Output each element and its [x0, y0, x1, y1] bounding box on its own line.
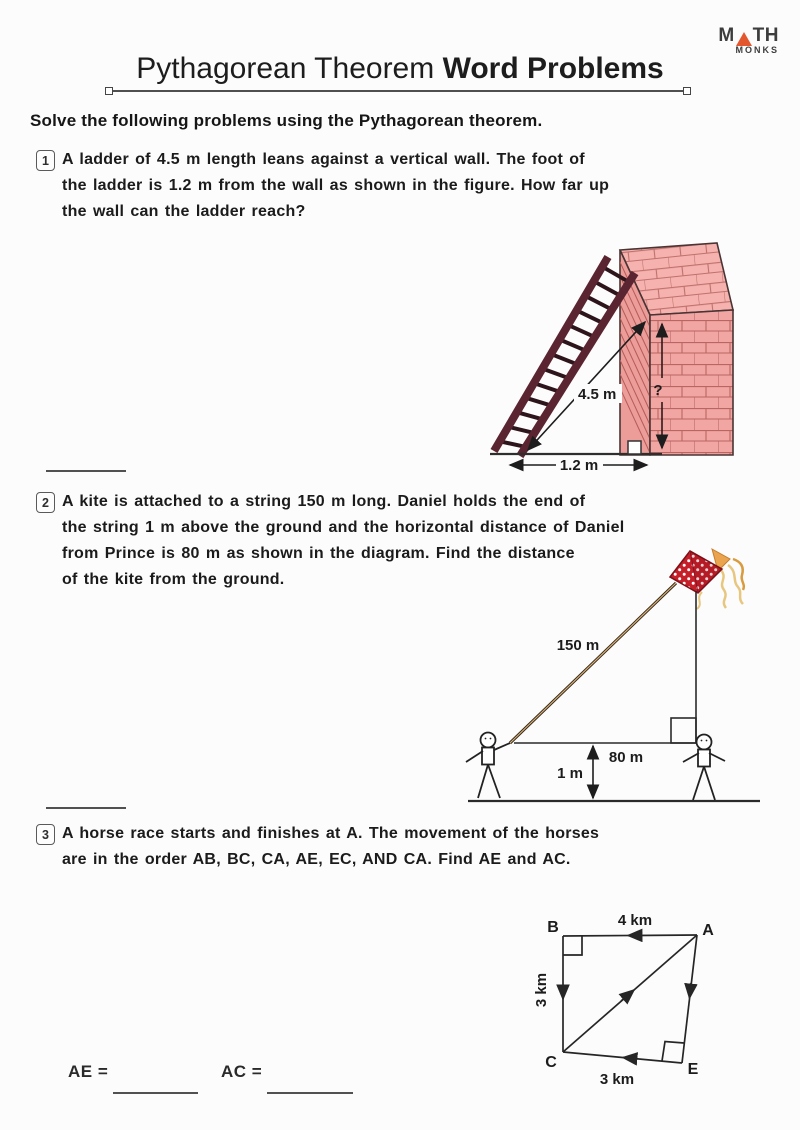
problem-3-line: are in the order AB, BC, CA, AE, EC, AND CA. Find AE and AC. — [62, 851, 571, 868]
stick-figure-prince — [683, 735, 725, 801]
kite-tail — [697, 592, 702, 609]
answer-ae-label: AE = — [68, 1062, 109, 1081]
vertex-c-label: C — [545, 1054, 557, 1071]
side-ab-label: 4 km — [617, 912, 653, 929]
base-dimension-label: 1.2 m — [559, 457, 599, 474]
answer-blank-2[interactable] — [46, 797, 126, 809]
problem-2-line: of the kite from the ground. — [62, 571, 285, 588]
logo-letter-m: M — [718, 25, 735, 46]
problem-3-number: 3 — [36, 824, 55, 845]
problem-1-line: the wall can the ladder reach? — [62, 203, 306, 220]
right-angle-marker-e — [662, 1042, 684, 1062]
title-divider — [109, 90, 687, 92]
vertex-b-label: B — [547, 919, 559, 936]
side-bc-label: 3 km — [533, 972, 550, 1008]
problem-3-line: A horse race starts and finishes at A. The movement of the horses — [62, 825, 600, 842]
string-length-label: 150 m — [556, 637, 600, 654]
vertex-a-label: A — [702, 922, 714, 939]
answer-blank-1[interactable] — [46, 460, 126, 472]
answer-ac-label: AC = — [221, 1062, 263, 1081]
ladder-figure — [430, 232, 790, 482]
kite-string — [510, 583, 676, 743]
page-title — [60, 52, 740, 86]
right-angle-marker-b — [563, 936, 582, 955]
instruction-text: Solve the following problems using the Pythagorean theorem. — [30, 111, 543, 130]
math-monks-logo — [699, 25, 779, 55]
race-figure — [490, 895, 760, 1100]
logo-math-line — [699, 25, 779, 47]
logo-letters-th: TH — [752, 25, 779, 46]
right-angle-marker — [671, 718, 696, 743]
logo-triangle-icon — [736, 32, 752, 46]
problem-2-line: A kite is attached to a string 150 m long. Daniel holds the end of — [62, 493, 586, 510]
problem-1-line: A ladder of 4.5 m length leans against a vertical wall. The foot of — [62, 151, 585, 168]
problem-2-number: 2 — [36, 492, 55, 513]
race-edges — [563, 935, 697, 1063]
logo-monks-line: MONKS — [735, 45, 779, 55]
stick-figure-daniel — [466, 733, 510, 799]
ladder-length-label: 4.5 m — [578, 386, 617, 403]
answer-ae-blank[interactable] — [113, 1082, 198, 1094]
problem-1-line: the ladder is 1.2 m from the wall as shown in the figure. How far up — [62, 177, 610, 194]
horizontal-distance-label: 80 m — [608, 749, 644, 766]
side-ec-label: 3 km — [599, 1071, 635, 1088]
problem-1-number: 1 — [36, 150, 55, 171]
vertex-e-label: E — [687, 1061, 699, 1078]
kite — [670, 549, 744, 609]
problem-2-line: from Prince is 80 m as shown in the diagram. Find the distance — [62, 545, 575, 562]
offset-label: 1 m — [557, 765, 583, 782]
kite-tail — [721, 570, 726, 608]
right-angle-marker — [628, 441, 641, 454]
title-bold: Word Problems — [442, 52, 664, 85]
title-regular: Pythagorean Theorem — [136, 52, 435, 85]
kite-tail — [728, 565, 743, 604]
problem-2-line: the string 1 m above the ground and the horizontal distance of Daniel — [62, 519, 625, 536]
kite-figure — [430, 545, 800, 815]
answer-ac-blank[interactable] — [267, 1082, 353, 1094]
wall-height-label: ? — [653, 382, 663, 399]
